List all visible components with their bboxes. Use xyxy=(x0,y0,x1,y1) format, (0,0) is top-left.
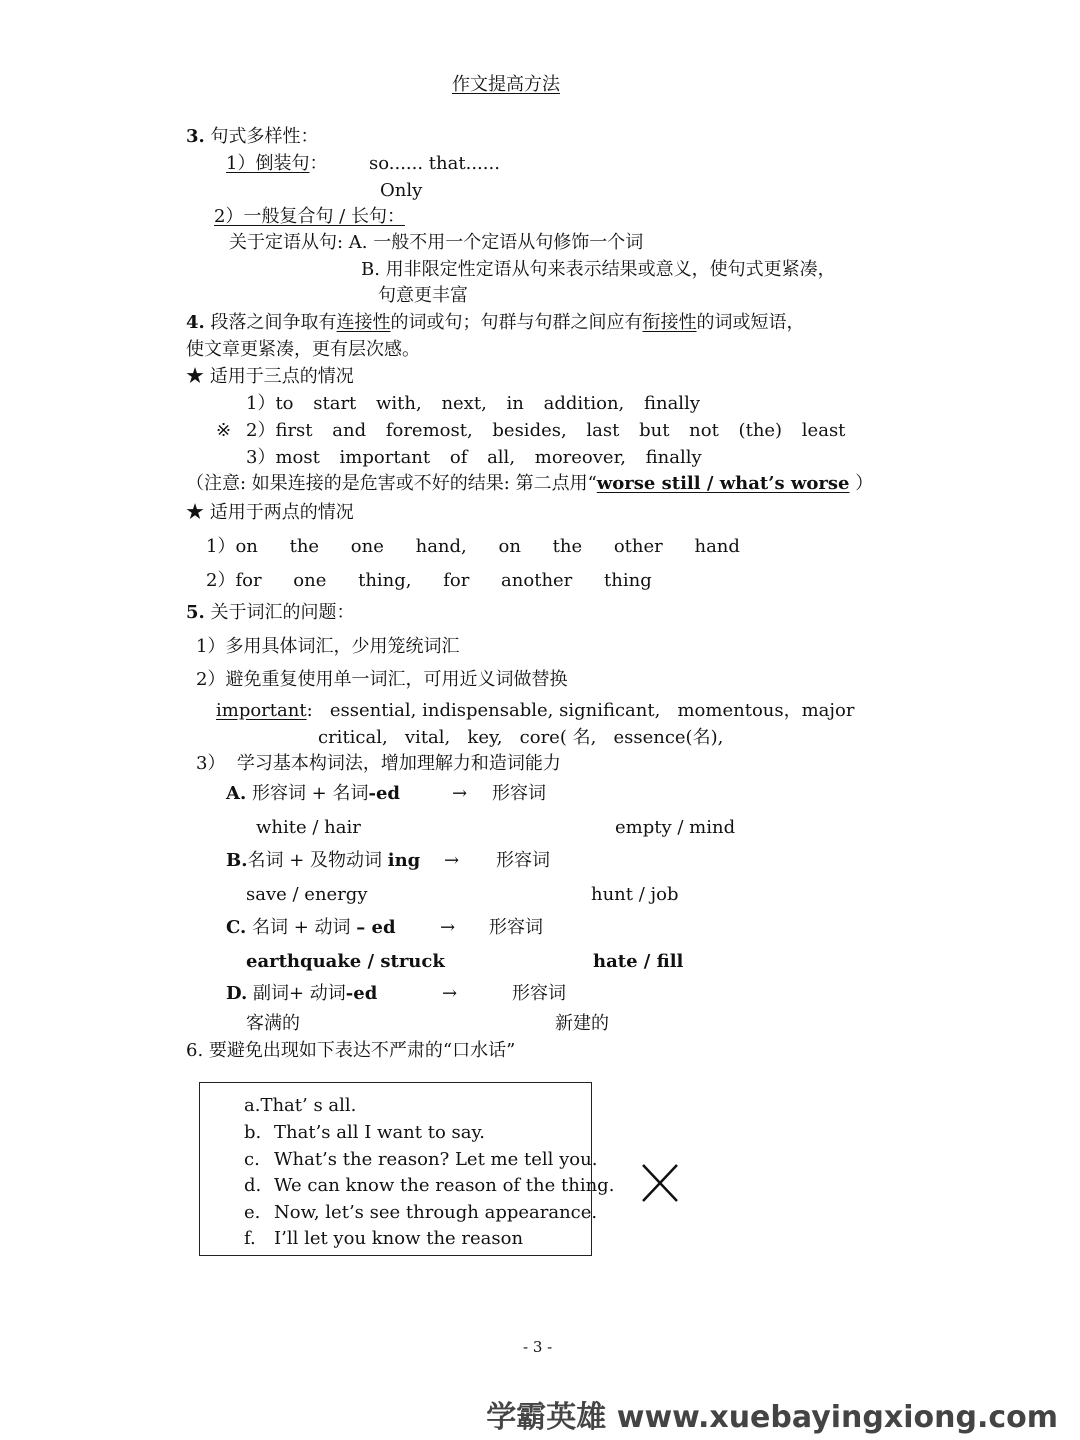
vocab-point-2: 2）避免重复使用单一词汇，可用近义词做替换 xyxy=(196,669,568,690)
list-item-marker: d. xyxy=(244,1175,262,1196)
rule-a-formula: 形容词 + 名词 xyxy=(246,783,369,804)
rule-b-example-2: hunt / job xyxy=(591,884,679,905)
rule-a-example-2: empty / mind xyxy=(615,817,736,838)
rule-c-example-1: earthquake / struck xyxy=(246,951,445,972)
section-5-heading xyxy=(186,604,355,622)
rule-b-result: 形容词 xyxy=(496,850,550,871)
rule-c xyxy=(226,919,396,937)
list-item xyxy=(244,1124,485,1142)
rule-a-letter: A. xyxy=(226,783,247,804)
page-title: 作文提高方法 xyxy=(452,74,560,95)
important-synonyms-1: : essential, indispensable, significant, momentous，major xyxy=(306,700,855,721)
two-points-heading: ★ 适用于两点的情况 xyxy=(186,502,354,523)
connectivity-term: 连接性 xyxy=(336,312,391,333)
vocab-point-3: 3） 学习基本构词法，增加理解力和造词能力 xyxy=(196,753,561,774)
rule-d-formula: 副词+ 动词 xyxy=(247,983,346,1004)
rule-d-suffix: -ed xyxy=(345,983,378,1004)
list-item xyxy=(244,1151,597,1169)
note-emphasis: worse still / what’s worse xyxy=(596,473,850,494)
list-item xyxy=(244,1097,356,1115)
rule-b-arrow: → xyxy=(444,850,460,871)
note-prefix: （注意: 如果连接的是危害或不好的结果: 第二点用“ xyxy=(186,473,597,494)
list-item-marker: e. xyxy=(244,1202,261,1223)
attributive-clause-b-line1: B. 用非限定性定语从句来表示结果或意义，使句式更紧凑， xyxy=(361,259,836,280)
inversion-example-1: so...... that...... xyxy=(369,153,500,174)
rule-c-result: 形容词 xyxy=(489,917,543,938)
list-item-marker: f. xyxy=(244,1228,256,1249)
section-3-number: 3. xyxy=(186,126,205,147)
rule-a xyxy=(226,785,400,803)
inversion-label xyxy=(226,155,327,173)
list-item xyxy=(244,1204,597,1222)
three-points-item-3: 3）most important of all, moreover, finally xyxy=(246,447,702,468)
section-4-text-1: 段落之间争取有 xyxy=(204,312,337,333)
inversion-colon: ： xyxy=(309,153,328,174)
section-4-text-3: 的词或短语， xyxy=(696,312,805,333)
reference-mark: ※ xyxy=(216,420,232,441)
attributive-clause-a: 关于定语从句: A. 一般不用一个定语从句修饰一个词 xyxy=(229,232,644,253)
rule-c-arrow: → xyxy=(440,917,456,938)
note-line xyxy=(186,475,873,493)
list-item-text: That’s all I want to say. xyxy=(274,1122,485,1143)
section-6-title-a: 要避免出现如下 xyxy=(208,1040,335,1061)
section-5-number: 5. xyxy=(186,602,205,623)
list-item-marker: b. xyxy=(244,1122,262,1143)
section-6-number: 6. xyxy=(186,1040,209,1061)
list-item xyxy=(244,1230,523,1248)
note-suffix: ） xyxy=(849,473,874,494)
section-3-heading xyxy=(186,128,319,146)
attributive-clause-b-line2: 句意更丰富 xyxy=(378,285,468,306)
rule-b-suffix: ing xyxy=(387,850,421,871)
section-5-title: 关于词汇的问题： xyxy=(204,602,355,623)
important-word: important xyxy=(216,700,307,721)
list-item-text: That’ s all. xyxy=(260,1095,357,1116)
rule-d xyxy=(226,985,377,1003)
list-item-marker: c. xyxy=(244,1149,260,1170)
rule-c-formula: 名词 + 动词 xyxy=(246,917,357,938)
rule-c-example-2: hate / fill xyxy=(593,951,684,972)
list-item-text: We can know the reason of the thing. xyxy=(274,1175,615,1196)
three-points-item-2: 2）first and foremost, besides, last but not (the) least xyxy=(246,420,846,441)
three-points-heading: ★ 适用于三点的情况 xyxy=(186,366,354,387)
section-4-line2: 使文章更紧凑，更有层次感。 xyxy=(186,339,420,360)
colloquial-examples-box xyxy=(199,1082,615,1256)
rule-a-arrow: → xyxy=(452,783,468,804)
important-synonyms-line1 xyxy=(216,702,854,720)
list-item-text: Now, let’s see through appearance. xyxy=(274,1202,598,1223)
rule-c-letter: C. xyxy=(226,917,247,938)
two-points-item-1: 1）on the one hand, on the other hand xyxy=(206,536,740,557)
rule-a-example-1: white / hair xyxy=(256,817,361,838)
section-4-number: 4. xyxy=(186,312,205,333)
section-6-heading xyxy=(186,1042,515,1060)
rule-d-example-1: 客满的 xyxy=(246,1013,300,1034)
rule-a-result: 形容词 xyxy=(492,783,546,804)
rule-b-example-1: save / energy xyxy=(246,884,368,905)
rule-a-suffix: -ed xyxy=(368,783,400,804)
inversion-label-text: 1）倒装句 xyxy=(226,153,310,174)
two-points-item-2: 2）for one thing, for another thing xyxy=(206,570,652,591)
vocab-point-1: 1）多用具体词汇，少用笼统词汇 xyxy=(196,636,460,657)
important-synonyms-line2: critical, vital, key, core( 名, essence(名), xyxy=(318,727,724,748)
section-3-title: 句式多样性： xyxy=(210,126,319,147)
rule-b xyxy=(226,852,420,870)
rule-d-example-2: 新建的 xyxy=(555,1013,609,1034)
rule-d-arrow: → xyxy=(442,983,458,1004)
rule-c-suffix: – ed xyxy=(356,917,396,938)
cross-mark-icon xyxy=(641,1163,679,1203)
rule-d-letter: D. xyxy=(226,983,248,1004)
section-4-text-2: 的词或句；句群与句群之间应有 xyxy=(390,312,643,333)
cohesion-term: 衔接性 xyxy=(642,312,697,333)
inversion-example-2: Only xyxy=(380,180,423,201)
list-item-text: What’s the reason? Let me tell you. xyxy=(274,1149,598,1170)
rule-b-formula: 名词 + 及物动词 xyxy=(247,850,388,871)
rule-d-result: 形容词 xyxy=(512,983,566,1004)
list-item-marker: a. xyxy=(244,1095,261,1116)
rule-b-letter: B. xyxy=(226,850,248,871)
list-item xyxy=(244,1177,614,1195)
site-watermark: 学霸英雄 www.xuebayingxiong.com xyxy=(486,1400,1058,1435)
section-4-line1 xyxy=(186,314,805,332)
list-item-text: I’ll let you know the reason xyxy=(274,1228,524,1249)
section-6-title-b: 表达不严肃的“口水话” xyxy=(334,1040,516,1061)
complex-sentence-label: 2）一般复合句 / 长句： xyxy=(214,206,405,227)
page-number: - 3 - xyxy=(523,1338,553,1356)
three-points-item-1: 1）to start with, next, in addition, finally xyxy=(246,393,700,414)
